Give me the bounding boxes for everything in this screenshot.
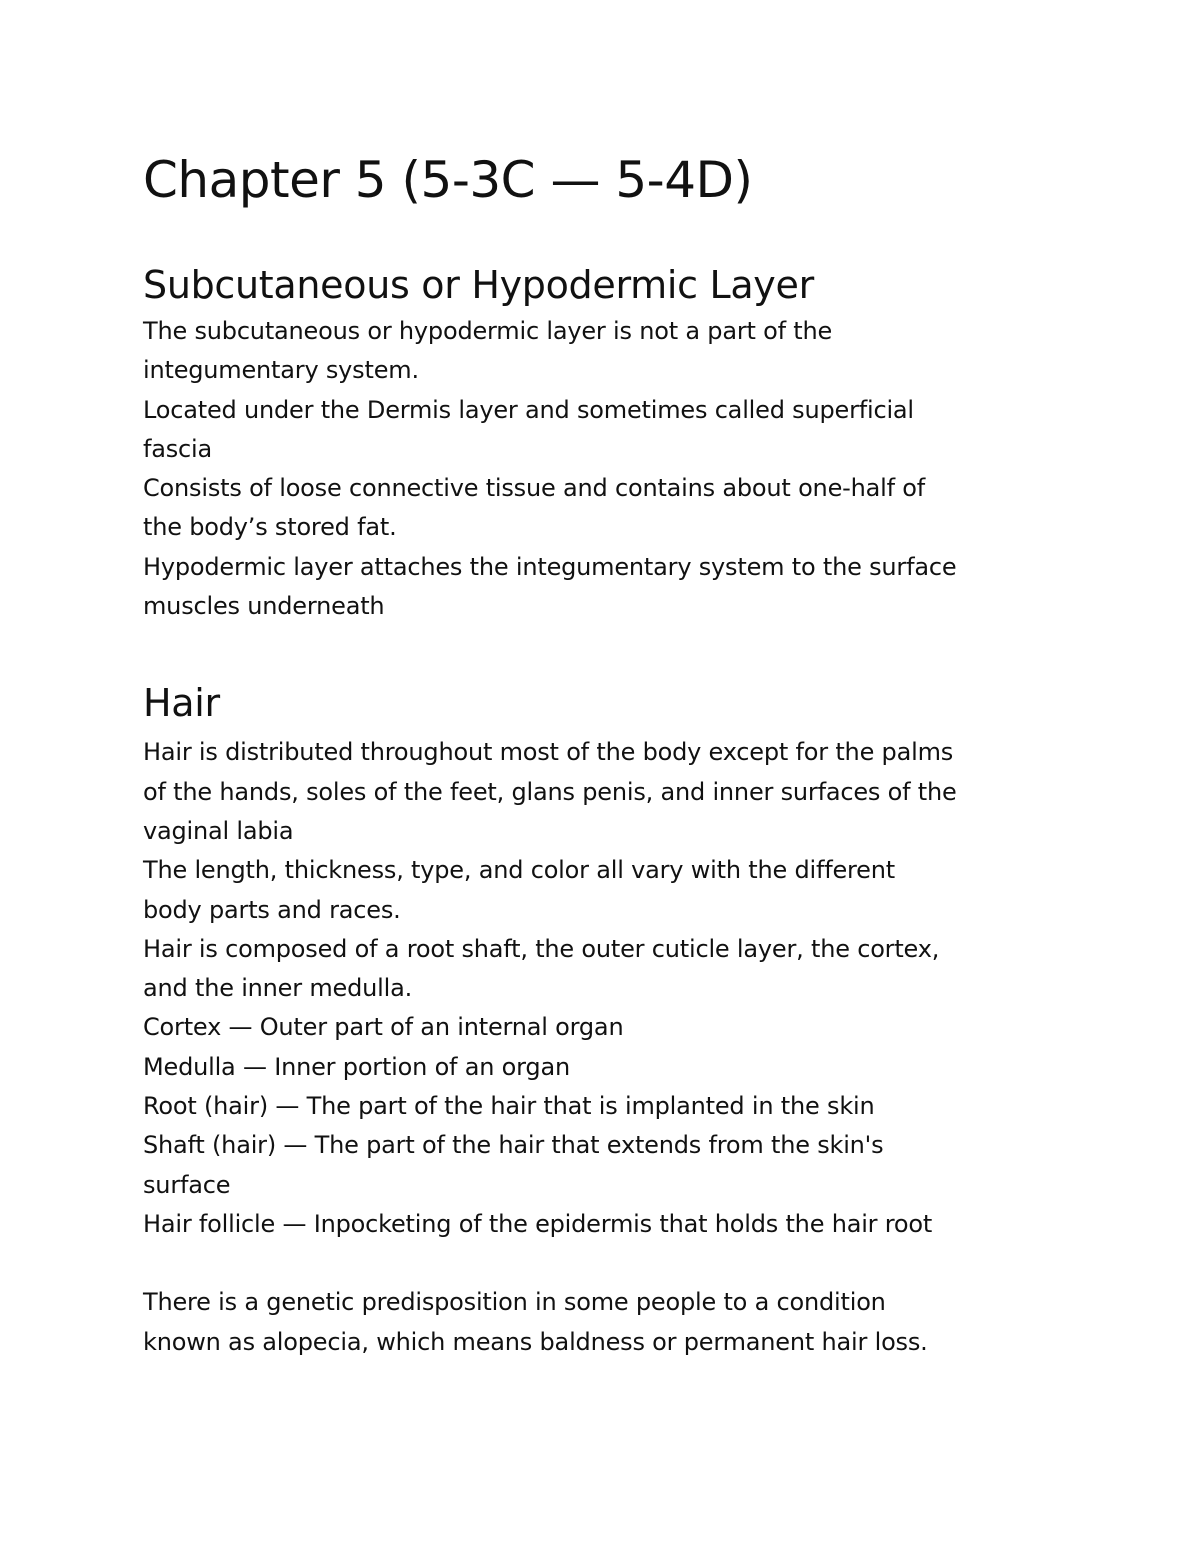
definition-hair-follicle: Hair follicle — Inpocketing of the epidermis that holds the hair root bbox=[143, 1209, 933, 1238]
definition-cortex: Cortex — Outer part of an internal organ bbox=[143, 1013, 624, 1042]
text-line: and the inner medulla. bbox=[143, 974, 413, 1003]
text-line: known as alopecia, which means baldness or permanent hair loss. bbox=[143, 1327, 928, 1356]
text-line: fascia bbox=[143, 434, 213, 463]
text-line: the body’s stored fat. bbox=[143, 513, 397, 542]
text-line: The length, thickness, type, and color all vary with the different bbox=[143, 856, 895, 885]
text-line: body parts and races. bbox=[143, 895, 401, 924]
text-line: There is a genetic predisposition in some people to a condition bbox=[143, 1288, 886, 1317]
text-line: The subcutaneous or hypodermic layer is not a part of the bbox=[143, 317, 833, 345]
text-line: of the hands, soles of the feet, glans penis, and inner surfaces of the bbox=[143, 777, 957, 806]
text-line: Hypodermic layer attaches the integumentary system to the surface bbox=[143, 552, 957, 581]
text-line: Located under the Dermis layer and sometimes called superficial bbox=[143, 395, 914, 424]
section-subcutaneous-layer bbox=[143, 260, 1073, 626]
definition-shaft: Shaft (hair) — The part of the hair that extends from the skin's bbox=[143, 1131, 884, 1160]
section-heading-hair: Hair bbox=[143, 681, 220, 726]
section-hair bbox=[143, 678, 1073, 1244]
document-page bbox=[143, 140, 1073, 1362]
definition-medulla: Medulla — Inner portion of an organ bbox=[143, 1052, 570, 1081]
alopecia-note bbox=[143, 1283, 1073, 1362]
text-line: Hair is composed of a root shaft, the outer cuticle layer, the cortex, bbox=[143, 934, 940, 963]
text-line: Hair is distributed throughout most of the body except for the palms bbox=[143, 738, 954, 767]
text-line: muscles underneath bbox=[143, 592, 385, 621]
text-line: surface bbox=[143, 1170, 231, 1199]
section-heading-subcutaneous: Subcutaneous or Hypodermic Layer bbox=[143, 263, 814, 307]
text-line: Consists of loose connective tissue and contains about one-half of bbox=[143, 474, 925, 503]
text-line: integumentary system. bbox=[143, 356, 419, 385]
text-line: vaginal labia bbox=[143, 816, 294, 845]
page-title: Chapter 5 (5-3C — 5-4D) bbox=[143, 151, 753, 209]
definition-root: Root (hair) — The part of the hair that is implanted in the skin bbox=[143, 1092, 875, 1121]
